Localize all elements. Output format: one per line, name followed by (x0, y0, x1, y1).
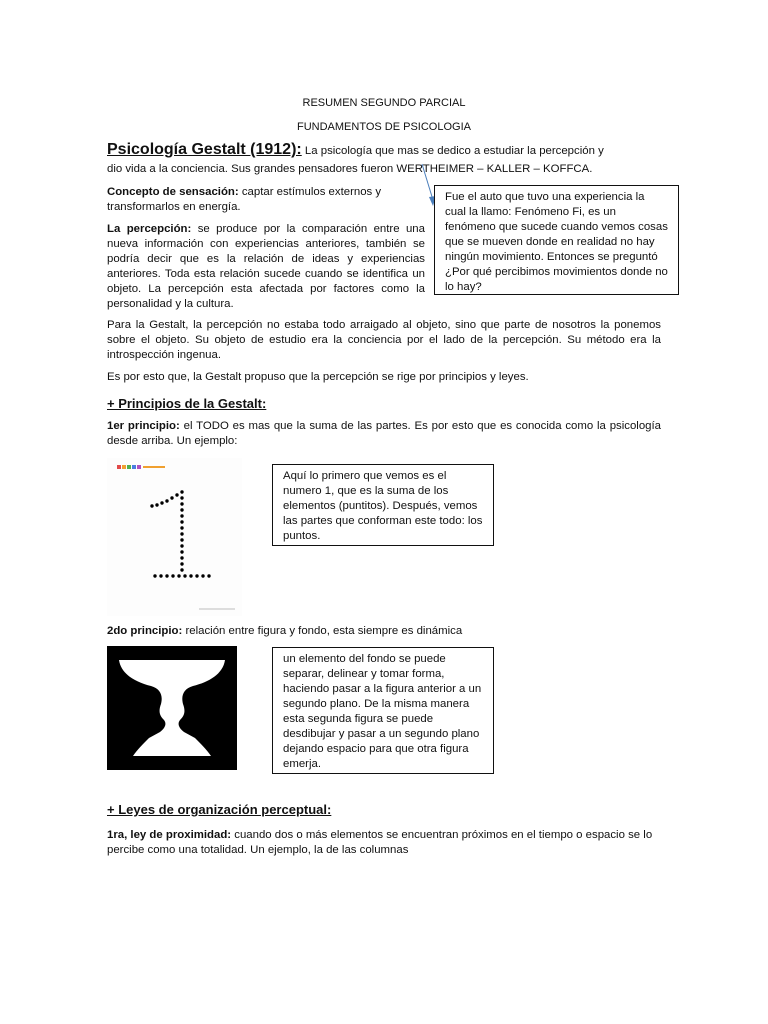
doc-header-line1: RESUMEN SEGUNDO PARCIAL (302, 97, 466, 109)
callout-principio2: un elemento del fondo se puede separar, delinear y tomar forma, haciendo pasar a la figura anterior a un segundo plano. De la misma manera esta segunda figura se puede desdibujar y pasar a un segundo plano dejando espacio para que otra figura emerja. (272, 647, 494, 774)
dot-mark (175, 493, 178, 496)
principio2-label: 2do principio: (107, 625, 183, 637)
principio1-text: el TODO es mas que la suma de las partes. Es por esto que es conocida como la psicología desde arriba. Un ejemplo: (107, 420, 662, 447)
dot-mark (180, 544, 183, 547)
rubin-vase-image (107, 646, 237, 770)
dot-mark (180, 520, 183, 523)
dot-mark (180, 556, 183, 559)
para-leyes: Es por esto que, la Gestalt propuso que la percepción se rige por principios y leyes. (107, 371, 529, 383)
gestalt-intro (107, 142, 667, 159)
ley1-text: cuando dos o más elementos se encuentran próximos en el tiempo o espacio se lo percibe como una totalidad. Un ejemplo, la de las columnas (107, 829, 653, 856)
dot-mark (160, 501, 163, 504)
gestalt-intro-a: La psicología que mas se dedico a estudiar la percepción y (304, 145, 604, 157)
dot-mark (180, 562, 183, 565)
dot-mark (165, 499, 168, 502)
leyes-title: + Leyes de organización perceptual: (107, 802, 332, 817)
dot-mark (155, 503, 158, 506)
principio1-paragraph (107, 419, 661, 449)
dot-mark (180, 568, 183, 571)
dot-mark (150, 504, 153, 507)
ley1-paragraph (107, 828, 661, 858)
dot-mark (207, 574, 210, 577)
dot-mark (195, 574, 198, 577)
dot-mark (180, 526, 183, 529)
dot-mark (177, 574, 180, 577)
dot-mark (180, 532, 183, 535)
sensacion-text: captar estímulos externos y transformarlos en energía. (107, 186, 382, 213)
dot-mark (183, 574, 186, 577)
dotted-number-one-image (107, 458, 242, 616)
dot-mark (180, 514, 183, 517)
percepcion-label: La percepción: (107, 223, 192, 235)
dot-mark (165, 574, 168, 577)
callout-fenomeno-fi: Fue el auto que tuvo una experiencia la cual la llamo: Fenómeno Fi, es un fenómeno que sucede cuando vemos cosas que se mueven donde en realidad no hay ningún movimiento. Entonces se preguntó ¿Por qué percibimos movimientos donde no lo hay? (434, 185, 679, 295)
dot-mark (201, 574, 204, 577)
callout-principio1: Aquí lo primero que vemos es el numero 1, que es la suma de los elementos (puntitos). Después, vemos las partes que conforman este todo: los puntos. (272, 464, 494, 546)
principios-title: + Principios de la Gestalt: (107, 396, 267, 411)
sensacion-paragraph (107, 185, 412, 215)
gestalt-intro-b: dio vida a la conciencia. Sus grandes pensadores fueron WERTHEIMER – KALLER – KOFFCA. (107, 163, 593, 175)
dot-mark (159, 574, 162, 577)
dot-mark (180, 538, 183, 541)
principio1-label: 1er principio: (107, 420, 180, 432)
sensacion-label: Concepto de sensación: (107, 186, 239, 198)
para-gestalt: Para la Gestalt, la percepción no estaba todo arraigado al objeto, sino que parte de nosotros la ponemos sobre el objeto. Su objeto de estudio era la conciencia por el lado de la percepción. Su método era la introspección ingenua. (107, 319, 661, 361)
dot-mark (180, 496, 183, 499)
dot-mark (180, 550, 183, 553)
dot-mark (189, 574, 192, 577)
percepcion-paragraph (107, 222, 425, 312)
gestalt-title: Psicología Gestalt (1912): (107, 141, 302, 158)
dot-mark (170, 496, 173, 499)
ley1-label: 1ra, ley de proximidad: (107, 829, 232, 841)
dot-mark (153, 574, 156, 577)
principio2-text: relación entre figura y fondo, esta siempre es dinámica (185, 625, 463, 637)
doc-header-line2: FUNDAMENTOS DE PSICOLOGIA (297, 121, 471, 133)
principio2-paragraph (107, 624, 661, 639)
dot-mark (171, 574, 174, 577)
percepcion-text: se produce por la comparación entre una nueva información con experiencias anteriores, también se podría decir que es la relación de ideas y experiencias anteriores. Toda esta relación sucede cuando se identifica un objeto. La percepción esta afectada por factores como la personalidad y la cultura. (107, 223, 425, 310)
dot-mark (180, 502, 183, 505)
dot-mark (180, 490, 183, 493)
dot-mark (180, 508, 183, 511)
